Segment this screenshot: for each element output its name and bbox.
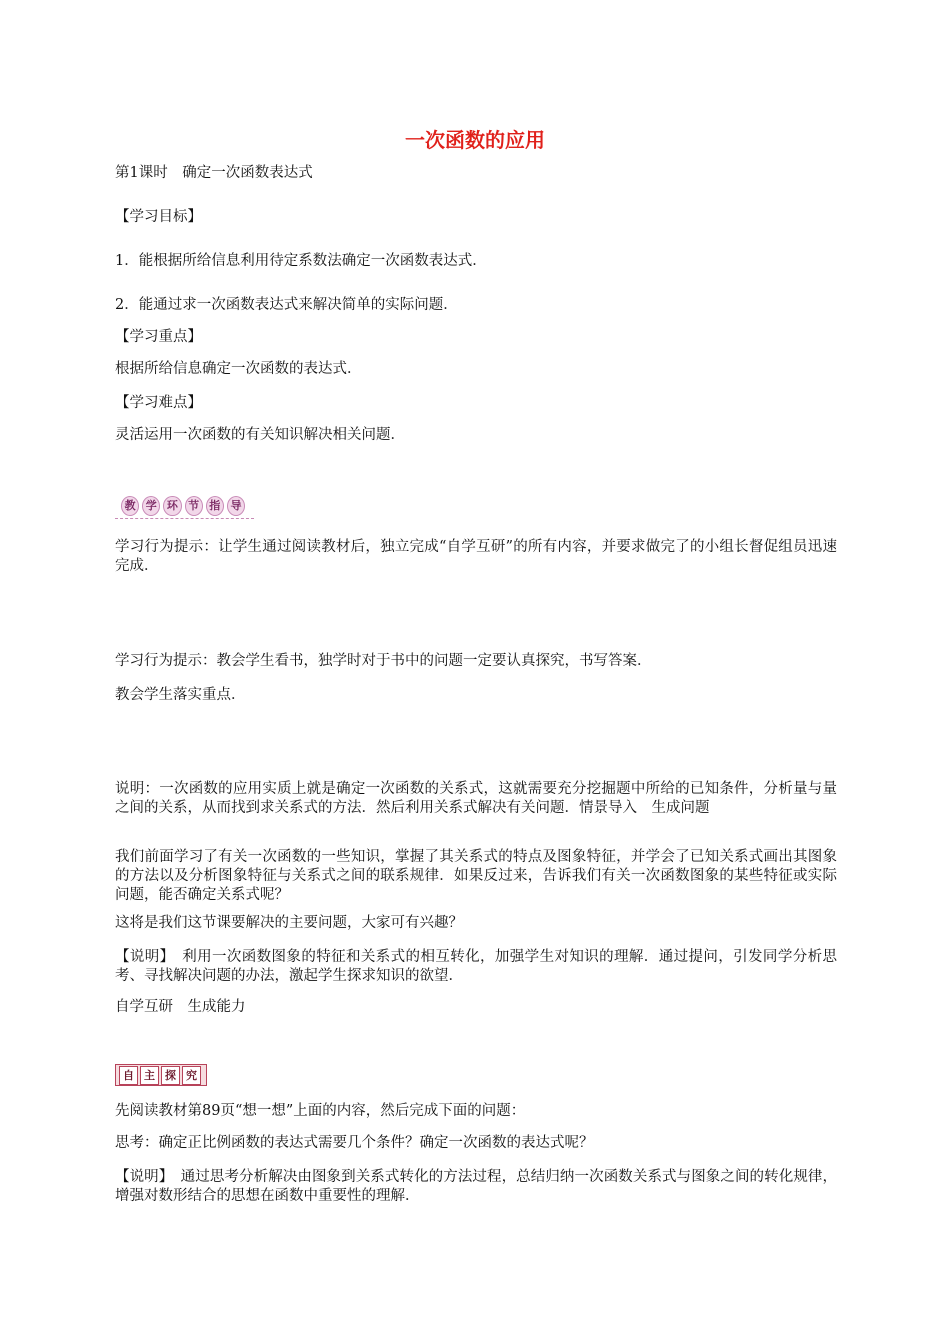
difficult-text: 灵活运用一次函数的有关知识解决相关问题． [115, 427, 405, 443]
teaching-guide-badge [115, 494, 254, 519]
page-title: 一次函数的应用 [405, 128, 545, 152]
lesson-subtitle: 第1课时 确定一次函数表达式 [115, 165, 313, 181]
badge-char: 自 [119, 1066, 138, 1085]
badge-char: 主 [140, 1066, 159, 1085]
badge-char: 指 [206, 496, 224, 516]
behavior-hint-2: 学习行为提示：教会学生看书，独学时对于书中的问题一定要认真探究，书写答案． [115, 653, 652, 669]
badge-char: 究 [182, 1066, 201, 1085]
difficult-heading: 【学习难点】 [115, 395, 202, 411]
introduction-paragraph: 我们前面学习了有关一次函数的一些知识，掌握了其关系式的特点及图象特征，并学会了已知关系式画出其图象的方法以及分析图象特征与关系式之间的联系规律．如果反过来，告诉我们有关一次函数图象的某些特征或实际问题，能否确定关系式呢？ [115, 849, 837, 903]
badge-char: 学 [142, 496, 160, 516]
self-exploration-badge [115, 1064, 207, 1086]
thinking-question: 思考：确定正比例函数的表达式需要几个条件？确定一次函数的表达式呢？ [115, 1135, 594, 1151]
key-text: 根据所给信息确定一次函数的表达式． [115, 361, 362, 377]
badge-char: 导 [227, 496, 245, 516]
badge-char: 教 [121, 496, 139, 516]
badge-char: 探 [161, 1066, 180, 1085]
explanation-2: 【说明】 利用一次函数图象的特征和关系式的相互转化，加强学生对知识的理解．通过提问，引发同学分析思考、寻找解决问题的办法，激起学生探求知识的欲望． [115, 949, 837, 984]
behavior-hint-3: 教会学生落实重点． [115, 687, 246, 703]
self-study-heading: 自学互研 生成能力 [115, 999, 246, 1015]
key-heading: 【学习重点】 [115, 329, 202, 345]
reading-instruction: 先阅读教材第89页“想一想”上面的内容，然后完成下面的问题： [115, 1103, 526, 1119]
behavior-hint-1: 学习行为提示：让学生通过阅读教材后，独立完成“自学互研”的所有内容，并要求做完了的小组长督促组员迅速完成． [115, 539, 837, 574]
explanation-1: 说明：一次函数的应用实质上就是确定一次函数的关系式，这就需要充分挖掘题中所给的已知条件，分析量与量之间的关系，从而找到求关系式的方法．然后利用关系式解决有关问题．情景导入 生成问题 [115, 781, 837, 816]
explanation-3: 【说明】 通过思考分析解决由图象到关系式转化的方法过程，总结归纳一次函数关系式与图象之间的转化规律，增强对数形结合的思想在函数中重要性的理解． [115, 1169, 837, 1204]
badge-char: 节 [185, 496, 203, 516]
badge-char: 环 [163, 496, 181, 516]
goal-2: 2．能通过求一次函数表达式来解决简单的实际问题． [115, 297, 458, 313]
goals-heading: 【学习目标】 [115, 209, 202, 225]
question-text: 这将是我们这节课要解决的主要问题，大家可有兴趣？ [115, 915, 463, 931]
goal-1: 1．能根据所给信息利用待定系数法确定一次函数表达式． [115, 253, 487, 269]
